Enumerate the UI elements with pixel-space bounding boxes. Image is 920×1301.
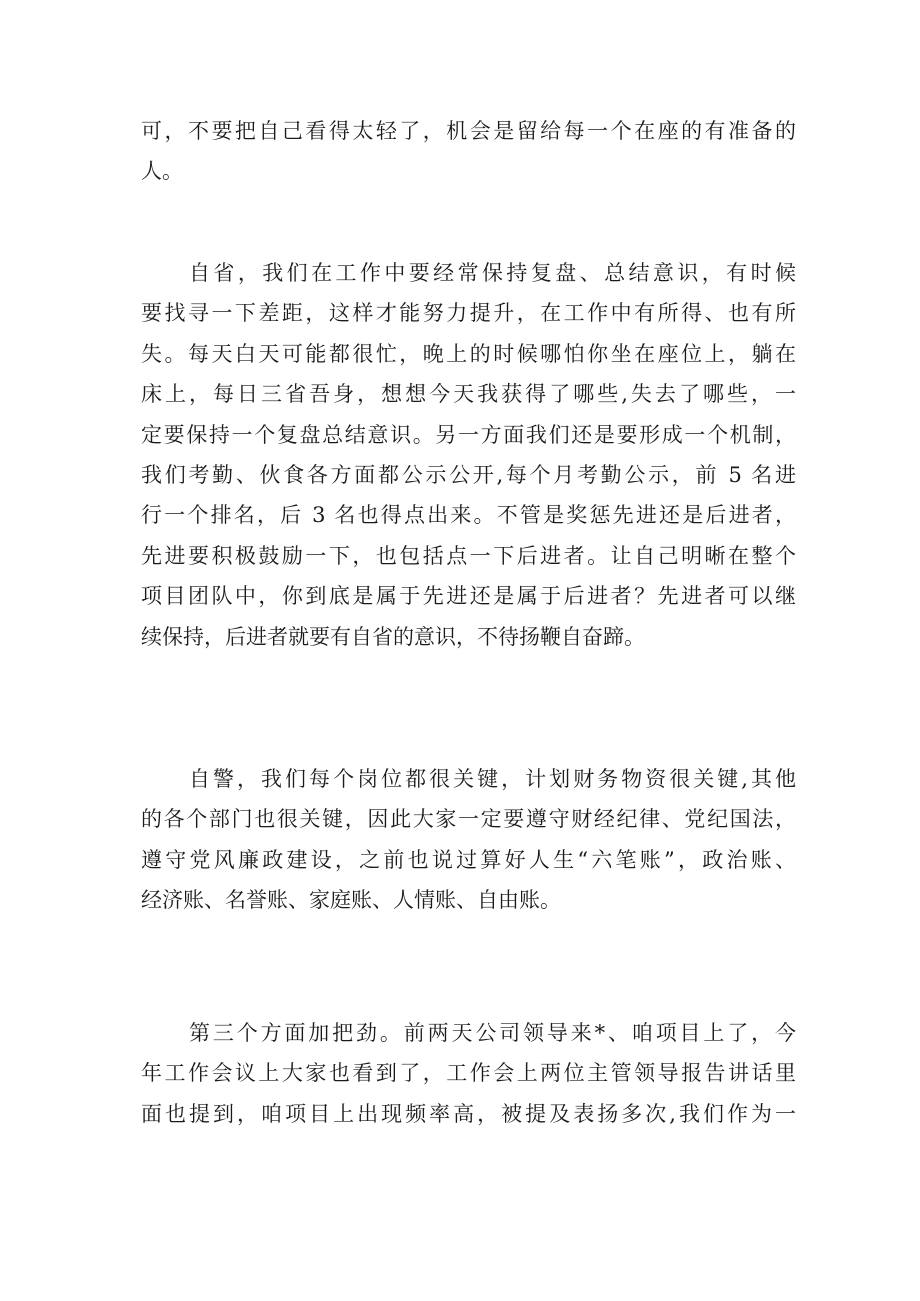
text-line: 面也提到，咱项目上出现频率高，被提及表扬多次,我们作为一 [141, 1101, 796, 1126]
paragraph-self-reflection [141, 253, 796, 657]
text-line: 的各个部门也很关键，因此大家一定要遵守财经纪律、党纪国法， [141, 807, 796, 832]
text-line: 经济账、名誉账、家庭账、人情账、自由账。 [141, 888, 561, 913]
text-line: 先进要积极鼓励一下，也包括点一下后进者。让自己明晰在整个 [141, 543, 796, 568]
text-line: 失。每天白天可能都很忙，晚上的时候哪怕你坐在座位上，躺在 [141, 341, 796, 366]
text-line: 遵守党风廉政建设，之前也说过算好人生“六笔账”，政治账、 [141, 847, 796, 872]
text-line: 我们考勤、伙食各方面都公示公开,每个月考勤公示，前 5 名进 [141, 462, 796, 487]
text-line: 自省，我们在工作中要经常保持复盘、总结意识，有时候 [189, 261, 796, 285]
text-line: 续保持，后进者就要有自省的意识，不待扬鞭自奋蹄。 [141, 624, 645, 649]
text-line: 要找寻一下差距，这样才能努力提升，在工作中有所得、也有所 [141, 301, 796, 326]
paragraph-self-warning [141, 759, 796, 921]
paragraph-opportunity [141, 111, 796, 192]
text-line: 床上，每日三省吾身，想想今天我获得了哪些,失去了哪些，一 [141, 382, 796, 407]
text-line: 第三个方面加把劲。前两天公司领导来*、咱项目上了，今 [189, 1021, 796, 1045]
paragraph-third-aspect [141, 1013, 796, 1134]
text-line: 自警，我们每个岗位都很关键，计划财务物资很关键,其他 [189, 767, 796, 791]
text-line: 定要保持一个复盘总结意识。另一方面我们还是要形成一个机制， [141, 422, 796, 447]
text-line: 年工作会议上大家也看到了，工作会上两位主管领导报告讲话里 [141, 1061, 796, 1086]
text-line: 行一个排名，后 3 名也得点出来。不管是奖惩先进还是后进者， [141, 503, 796, 528]
text-line: 人。 [141, 159, 183, 184]
text-line: 项目团队中，你到底是属于先进还是属于后进者？先进者可以继 [141, 584, 796, 609]
text-line: 可，不要把自己看得太轻了，机会是留给每一个在座的有准备的 [141, 119, 796, 143]
